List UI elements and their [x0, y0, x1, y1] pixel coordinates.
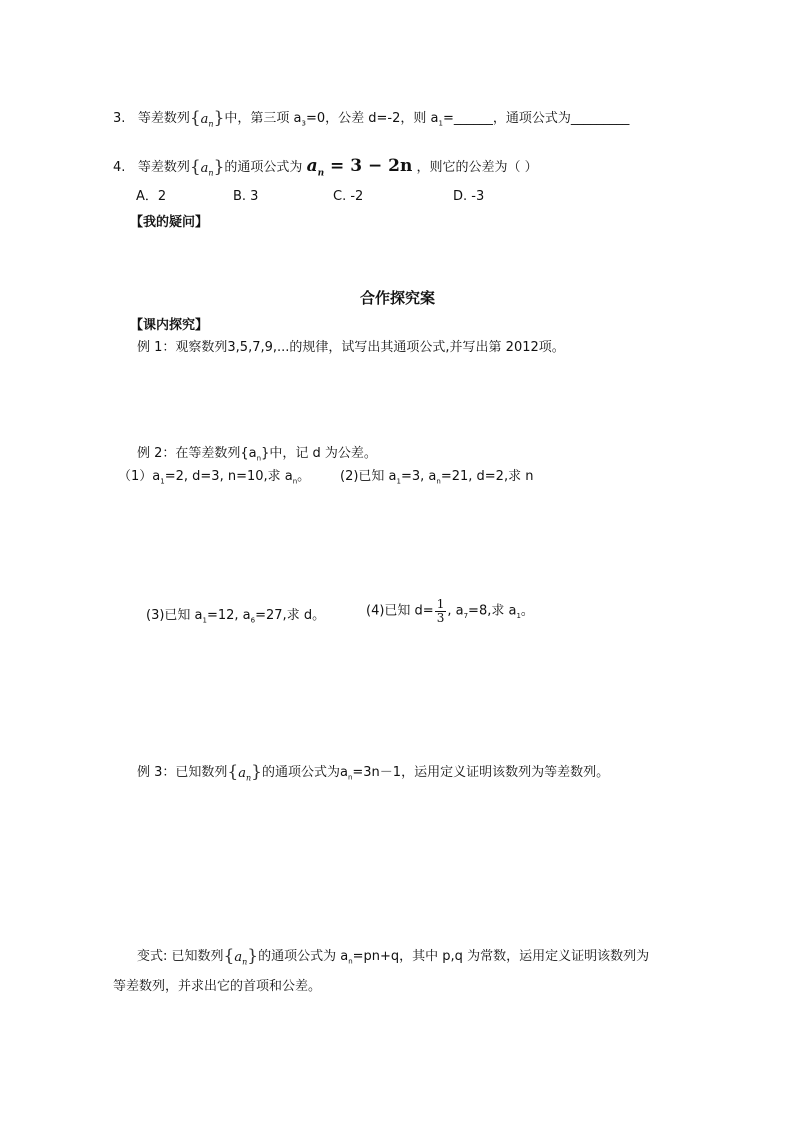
question-text: 的通项公式为 — [224, 160, 303, 176]
option-c: C. -2 — [333, 189, 364, 204]
fraction: $\frac{1}{3}$ — [436, 597, 445, 625]
example-2-part-4: (4)已知 d= $\frac{1}{3}$ , $a_7=8$,求 $a_1$。 — [366, 597, 534, 625]
question-number: 3. — [113, 111, 126, 127]
sequence-symbol: $\{a_n\}$ — [223, 946, 259, 967]
example-2: 例 2：在等差数列$\{a_n\}$中，记 d 为公差。 — [137, 446, 377, 463]
formula: $a_n = 3 - 2n$ — [306, 156, 413, 179]
subscript: 1 — [438, 119, 443, 128]
example-1: 例 1：观察数列3,5,7,9,...的规律，试写出其通项公式,并写出第 2012项。 — [137, 340, 565, 355]
example-2-part-3: (3)已知 $a_1=12$, $a_6=27$,求 d。 — [146, 608, 326, 625]
question-text: 等差数列 — [137, 160, 190, 176]
option-b: B. 3 — [233, 189, 259, 204]
question-3 — [113, 108, 629, 129]
question-text: 中，第三项 a — [224, 111, 302, 127]
variant-exercise-line-2: 等差数列，并求出它的首项和公差。 — [113, 979, 322, 994]
question-text: =______，通项公式为_________ — [442, 111, 630, 127]
page-title: 合作探究案 — [360, 289, 436, 307]
sequence-symbol: $\{a_n\}$ — [189, 157, 225, 178]
inclass-heading: 【课内探究】 — [130, 318, 209, 333]
example-3: 例 3：已知数列$\{a_n\}$的通项公式为$a_n=3n-1$，运用定义证明该数列为等差数列。 — [137, 762, 610, 783]
example-2-part-2: (2)已知 $a_1=3$, $a_n=21$, d=2,求 n — [340, 469, 534, 486]
example-2-part-1: $(1)a_1=2$, d=3, n=10,求 $a_n$。 — [118, 469, 311, 486]
option-d: D. -3 — [453, 189, 485, 204]
question-text: =0，公差 d=-2，则 a — [305, 111, 439, 127]
question-text: 等差数列 — [137, 111, 190, 127]
sequence-symbol: $\{a_n\}$ — [227, 762, 262, 783]
question-number: 4. — [113, 160, 126, 176]
question-text: ，则它的公差为（ ） — [416, 160, 538, 176]
subscript: 3 — [301, 119, 306, 128]
question-4 — [113, 156, 538, 179]
my-question-heading: 【我的疑问】 — [130, 215, 209, 230]
option-a: A．2 — [136, 189, 167, 204]
variant-exercise: 变式: 已知数列$\{a_n\}$的通项公式为 $a_n=pn+q$，其中 p,q 为常数，运用定义证明该数列为 — [137, 946, 650, 967]
sequence-symbol: $\{a_n\}$ — [189, 108, 225, 129]
